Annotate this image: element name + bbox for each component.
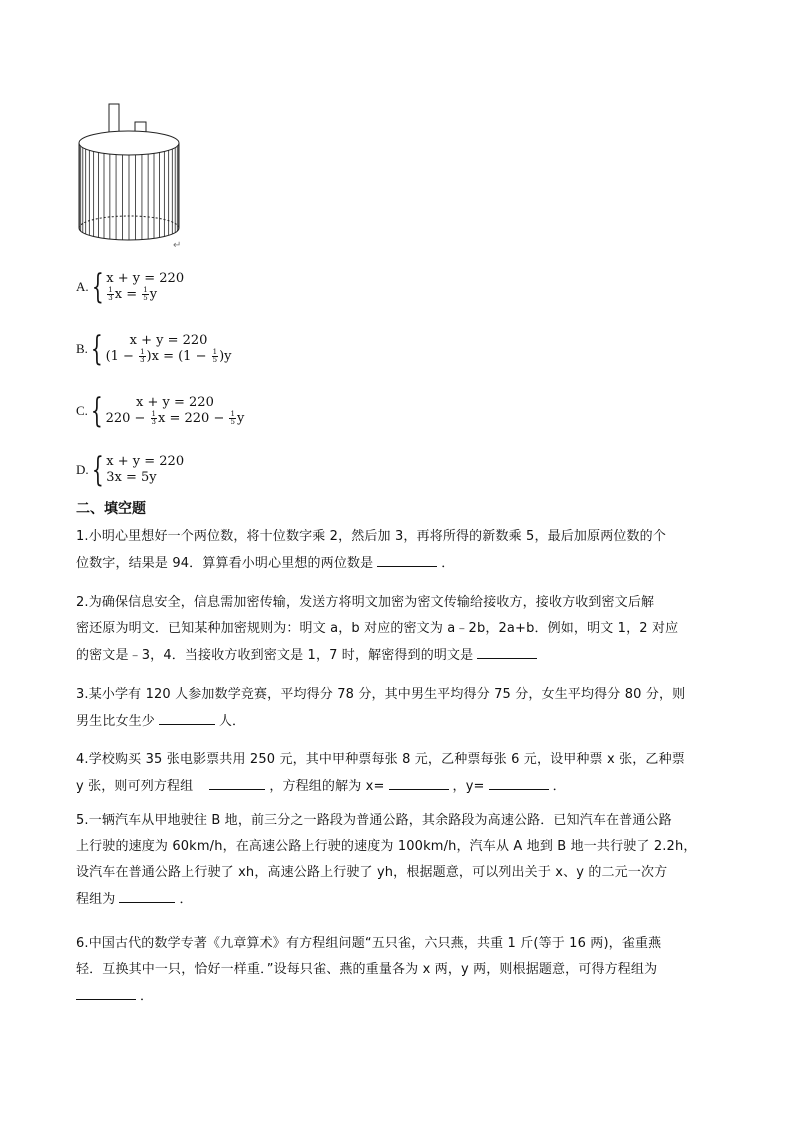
option-b[interactable] <box>76 329 232 369</box>
brace: { <box>90 329 103 369</box>
option-a[interactable] <box>76 267 185 307</box>
equation-1: x + y = 220 <box>106 271 185 286</box>
equation-system <box>106 454 184 486</box>
question-line: 上行驶的速度为 60km/h，在高速公路上行驶的速度为 100km/h，汽车从 A 地到 B 地一共行驶了 2.2h， <box>76 839 697 854</box>
equation-2: (1 − $\frac{1}{3}$ )x = (1 − $\frac{1}{5}$ )y <box>105 348 232 364</box>
option-letter: A. <box>76 279 89 294</box>
question-5 <box>76 812 726 908</box>
brace: { <box>90 391 103 431</box>
answer-blank[interactable] <box>76 987 136 1000</box>
equation-system <box>106 271 184 303</box>
return-mark: ↵ <box>173 240 182 251</box>
equation-1: x + y = 220 <box>106 454 185 469</box>
question-1 <box>76 528 726 572</box>
question-line: 密还原为明文．已知某种加密规则为：明文 a，b 对应的密文为 a﹣2b，2a+b．例如，明文 1，2 对应 <box>76 621 679 636</box>
answer-blank[interactable] <box>119 890 175 903</box>
equation-1: x + y = 220 <box>129 333 208 348</box>
question-line: 程组为 ． <box>76 892 193 907</box>
answer-blank[interactable] <box>209 777 265 790</box>
question-3 <box>76 686 726 730</box>
option-letter: C. <box>76 403 88 418</box>
question-line: 3.某小学有 120 人参加数学竞赛，平均得分 78 分，其中男生平均得分 75 分，女生平均得分 80 分，则 <box>76 687 686 702</box>
answer-blank[interactable] <box>477 646 537 659</box>
cylinder-figure <box>74 100 190 252</box>
equation-system <box>106 395 245 427</box>
question-line: 2.为确保信息安全，信息需加密传输，发送方将明文加密为密文传输给接收方，接收方收到密文后解 <box>76 595 655 610</box>
fraction: $\frac{1}{3}$ <box>140 348 145 364</box>
question-line: 位数字，结果是 94．算算看小明心里想的两位数是 ． <box>76 556 455 571</box>
question-2 <box>76 594 726 664</box>
equation-2: 220 − $\frac{1}{3}$ x = 220 − $\frac{1}{5}$ y <box>105 410 245 426</box>
fraction: $\frac{1}{5}$ <box>143 286 148 302</box>
answer-blank[interactable] <box>389 777 449 790</box>
question-line: 轻．互换其中一只，恰好一样重．”设每只雀、燕的重量各为 x 两，y 两，则根据题意，可得方程组为 <box>76 962 658 977</box>
brace: { <box>91 267 104 307</box>
question-line: 6.中国古代的数学专著《九章算术》有方程组问题“五只雀，六只燕，共重 1 斤(等于 16 两)，雀重燕 <box>76 936 662 951</box>
option-c[interactable] <box>76 391 245 431</box>
option-letter: B. <box>76 341 88 356</box>
fraction: $\frac{1}{3}$ <box>151 410 157 426</box>
fraction: $\frac{1}{3}$ <box>108 286 113 302</box>
equation-2: $\frac{1}{3}$ x = $\frac{1}{5}$ y <box>108 286 158 302</box>
question-line: 4.学校购买 35 张电影票共用 250 元，其中甲种票每张 8 元，乙种票每张 6 元，设甲种票 x 张，乙种票 <box>76 752 685 767</box>
question-line: y 张，则可列方程组 ，方程组的解为 x= ，y= ． <box>76 779 566 794</box>
question-line: 1.小明心里想好一个两位数，将十位数字乘 2，然后加 3，再将所得的新数乘 5，最后加原两位数的个 <box>76 529 666 544</box>
brace: { <box>91 450 104 490</box>
question-line: 设汽车在普通公路上行驶了 xh，高速公路上行驶了 yh，根据题意，可以列出关于 x、y 的二元一次方 <box>76 865 668 880</box>
fraction: $\frac{1}{5}$ <box>212 348 218 364</box>
equation-1: x + y = 220 <box>136 395 214 410</box>
option-letter: D. <box>76 462 89 477</box>
equation-system <box>106 333 232 365</box>
equation-2: 3x = 5y <box>106 470 157 485</box>
answer-blank[interactable] <box>377 554 437 567</box>
question-line: 5.一辆汽车从甲地驶往 B 地，前三分之一路段为普通公路，其余路段为高速公路．已知汽车在普通公路 <box>76 813 672 828</box>
question-6 <box>76 935 726 1005</box>
question-line: 男生比女生少 人． <box>76 714 246 729</box>
question-line: ． <box>76 987 726 1005</box>
answer-blank[interactable] <box>159 712 215 725</box>
option-d[interactable] <box>76 450 185 490</box>
section-heading: 二、填空题 <box>76 501 146 517</box>
fraction: $\frac{1}{5}$ <box>230 410 235 426</box>
answer-blank[interactable] <box>489 777 549 790</box>
question-line: 的密文是﹣3，4．当接收方收到密文是 1，7 时，解密得到的明文是 <box>76 646 726 664</box>
question-4 <box>76 751 726 795</box>
